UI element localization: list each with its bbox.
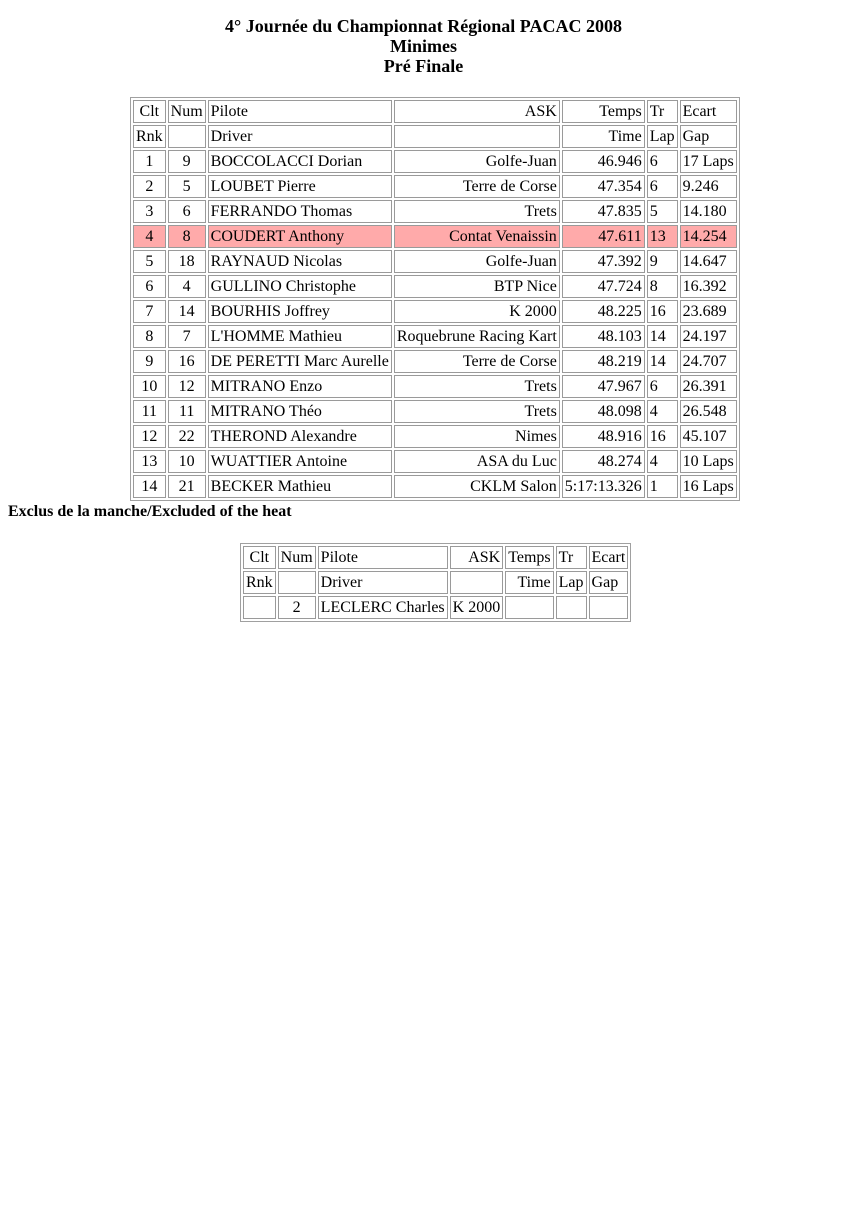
cell-temps: 48.916	[562, 425, 645, 448]
excl-header-ask: ASK	[450, 546, 504, 569]
excl-header-tr: Tr	[556, 546, 587, 569]
cell-num: 8	[168, 225, 206, 248]
cell-ecart: 24.197	[680, 325, 737, 348]
cell-ecart: 10 Laps	[680, 450, 737, 473]
header-time: Time	[562, 125, 645, 148]
cell-temps: 48.219	[562, 350, 645, 373]
cell-num: 4	[168, 275, 206, 298]
cell-ask: K 2000	[394, 300, 560, 323]
excl-header-ecart: Ecart	[589, 546, 629, 569]
cell-temps: 47.354	[562, 175, 645, 198]
cell-ask: Trets	[394, 200, 560, 223]
cell-pilote: LOUBET Pierre	[208, 175, 392, 198]
cell-ecart	[589, 596, 629, 619]
cell-num: 6	[168, 200, 206, 223]
cell-ask: Terre de Corse	[394, 350, 560, 373]
cell-ecart: 14.180	[680, 200, 737, 223]
cell-pilote: RAYNAUD Nicolas	[208, 250, 392, 273]
table-row	[133, 450, 737, 473]
header-clt: Clt	[133, 100, 166, 123]
cell-num: 5	[168, 175, 206, 198]
cell-num: 12	[168, 375, 206, 398]
cell-pilote: GULLINO Christophe	[208, 275, 392, 298]
cell-tr: 14	[647, 325, 678, 348]
cell-num: 21	[168, 475, 206, 498]
table-row	[133, 250, 737, 273]
cell-clt: 8	[133, 325, 166, 348]
cell-num: 16	[168, 350, 206, 373]
cell-tr: 16	[647, 300, 678, 323]
cell-num: 18	[168, 250, 206, 273]
excluded-table	[240, 543, 631, 622]
cell-tr: 8	[647, 275, 678, 298]
title-line-2: Minimes	[390, 36, 457, 56]
cell-ask: Contat Venaissin	[394, 225, 560, 248]
cell-clt: 2	[133, 175, 166, 198]
cell-ecart: 16.392	[680, 275, 737, 298]
cell-pilote: WUATTIER Antoine	[208, 450, 392, 473]
excl-header-num: Num	[278, 546, 316, 569]
cell-temps: 46.946	[562, 150, 645, 173]
cell-temps: 48.103	[562, 325, 645, 348]
cell-ask: Golfe-Juan	[394, 250, 560, 273]
cell-pilote: MITRANO Enzo	[208, 375, 392, 398]
table-row	[133, 350, 737, 373]
excl-header-time: Time	[505, 571, 553, 594]
cell-clt: 10	[133, 375, 166, 398]
cell-num: 11	[168, 400, 206, 423]
cell-clt: 7	[133, 300, 166, 323]
title-line-3: Pré Finale	[383, 56, 464, 76]
table-row	[133, 275, 737, 298]
cell-ask: K 2000	[450, 596, 504, 619]
header-rnk: Rnk	[133, 125, 166, 148]
cell-temps: 48.225	[562, 300, 645, 323]
header-num: Num	[168, 100, 206, 123]
header-lap: Lap	[647, 125, 678, 148]
excl-header-ask-2	[450, 571, 504, 594]
cell-pilote: FERRANDO Thomas	[208, 200, 392, 223]
cell-pilote: BOURHIS Joffrey	[208, 300, 392, 323]
cell-tr: 4	[647, 400, 678, 423]
results-table	[130, 97, 740, 501]
header-tr: Tr	[647, 100, 678, 123]
excluded-header-row-2	[243, 571, 628, 594]
excluded-header-row-1	[243, 546, 628, 569]
cell-tr	[556, 596, 587, 619]
cell-tr: 6	[647, 150, 678, 173]
cell-clt: 1	[133, 150, 166, 173]
cell-ask: ASA du Luc	[394, 450, 560, 473]
header-num-2	[168, 125, 206, 148]
cell-tr: 1	[647, 475, 678, 498]
cell-num: 22	[168, 425, 206, 448]
cell-tr: 6	[647, 375, 678, 398]
header-row-1	[133, 100, 737, 123]
cell-ecart: 23.689	[680, 300, 737, 323]
excl-header-temps: Temps	[505, 546, 553, 569]
cell-ecart: 26.548	[680, 400, 737, 423]
cell-num: 10	[168, 450, 206, 473]
cell-ecart: 17 Laps	[680, 150, 737, 173]
cell-clt: 4	[133, 225, 166, 248]
cell-temps: 47.611	[562, 225, 645, 248]
cell-clt: 14	[133, 475, 166, 498]
title-line-1: 4° Journée du Championnat Régional PACAC 2008	[225, 16, 622, 36]
cell-clt: 13	[133, 450, 166, 473]
cell-ecart: 9.246	[680, 175, 737, 198]
header-driver: Driver	[208, 125, 392, 148]
table-row	[133, 175, 737, 198]
cell-temps: 47.392	[562, 250, 645, 273]
cell-ask: Nimes	[394, 425, 560, 448]
cell-clt: 6	[133, 275, 166, 298]
cell-num: 2	[278, 596, 316, 619]
table-row	[133, 375, 737, 398]
cell-ecart: 16 Laps	[680, 475, 737, 498]
cell-tr: 16	[647, 425, 678, 448]
cell-ecart: 24.707	[680, 350, 737, 373]
header-ask: ASK	[394, 100, 560, 123]
header-temps: Temps	[562, 100, 645, 123]
header-ask-2	[394, 125, 560, 148]
cell-num: 7	[168, 325, 206, 348]
cell-temps	[505, 596, 553, 619]
cell-temps: 47.724	[562, 275, 645, 298]
cell-ask: Trets	[394, 375, 560, 398]
cell-num: 9	[168, 150, 206, 173]
header-pilote: Pilote	[208, 100, 392, 123]
cell-pilote: LECLERC Charles	[318, 596, 448, 619]
cell-pilote: BECKER Mathieu	[208, 475, 392, 498]
cell-pilote: THEROND Alexandre	[208, 425, 392, 448]
table-row	[133, 225, 737, 248]
cell-tr: 14	[647, 350, 678, 373]
excl-header-rnk: Rnk	[243, 571, 276, 594]
excluded-table-row	[243, 596, 628, 619]
cell-ask: Trets	[394, 400, 560, 423]
cell-ecart: 26.391	[680, 375, 737, 398]
cell-clt	[243, 596, 276, 619]
excl-header-num-2	[278, 571, 316, 594]
cell-temps: 48.098	[562, 400, 645, 423]
excl-header-lap: Lap	[556, 571, 587, 594]
cell-ask: BTP Nice	[394, 275, 560, 298]
cell-tr: 4	[647, 450, 678, 473]
excluded-heading: Exclus de la manche/Excluded of the heat	[8, 503, 292, 520]
table-row	[133, 325, 737, 348]
page-title	[0, 16, 847, 76]
table-row	[133, 150, 737, 173]
cell-ecart: 14.254	[680, 225, 737, 248]
cell-pilote: DE PERETTI Marc Aurelle	[208, 350, 392, 373]
table-row	[133, 475, 737, 498]
cell-temps: 47.835	[562, 200, 645, 223]
cell-ask: Golfe-Juan	[394, 150, 560, 173]
cell-pilote: MITRANO Théo	[208, 400, 392, 423]
cell-clt: 12	[133, 425, 166, 448]
table-row	[133, 400, 737, 423]
cell-clt: 5	[133, 250, 166, 273]
cell-pilote: COUDERT Anthony	[208, 225, 392, 248]
cell-tr: 13	[647, 225, 678, 248]
cell-tr: 5	[647, 200, 678, 223]
cell-pilote: L'HOMME Mathieu	[208, 325, 392, 348]
cell-temps: 5:17:13.326	[562, 475, 645, 498]
cell-ask: CKLM Salon	[394, 475, 560, 498]
cell-tr: 6	[647, 175, 678, 198]
header-row-2	[133, 125, 737, 148]
table-row	[133, 425, 737, 448]
cell-num: 14	[168, 300, 206, 323]
cell-clt: 3	[133, 200, 166, 223]
header-gap: Gap	[680, 125, 737, 148]
header-ecart: Ecart	[680, 100, 737, 123]
cell-tr: 9	[647, 250, 678, 273]
table-row	[133, 200, 737, 223]
cell-pilote: BOCCOLACCI Dorian	[208, 150, 392, 173]
excl-header-clt: Clt	[243, 546, 276, 569]
cell-ask: Roquebrune Racing Kart	[394, 325, 560, 348]
cell-ecart: 14.647	[680, 250, 737, 273]
cell-temps: 47.967	[562, 375, 645, 398]
excl-header-driver: Driver	[318, 571, 448, 594]
cell-temps: 48.274	[562, 450, 645, 473]
table-row	[133, 300, 737, 323]
cell-clt: 11	[133, 400, 166, 423]
excl-header-pilote: Pilote	[318, 546, 448, 569]
excl-header-gap: Gap	[589, 571, 629, 594]
cell-ask: Terre de Corse	[394, 175, 560, 198]
cell-ecart: 45.107	[680, 425, 737, 448]
cell-clt: 9	[133, 350, 166, 373]
